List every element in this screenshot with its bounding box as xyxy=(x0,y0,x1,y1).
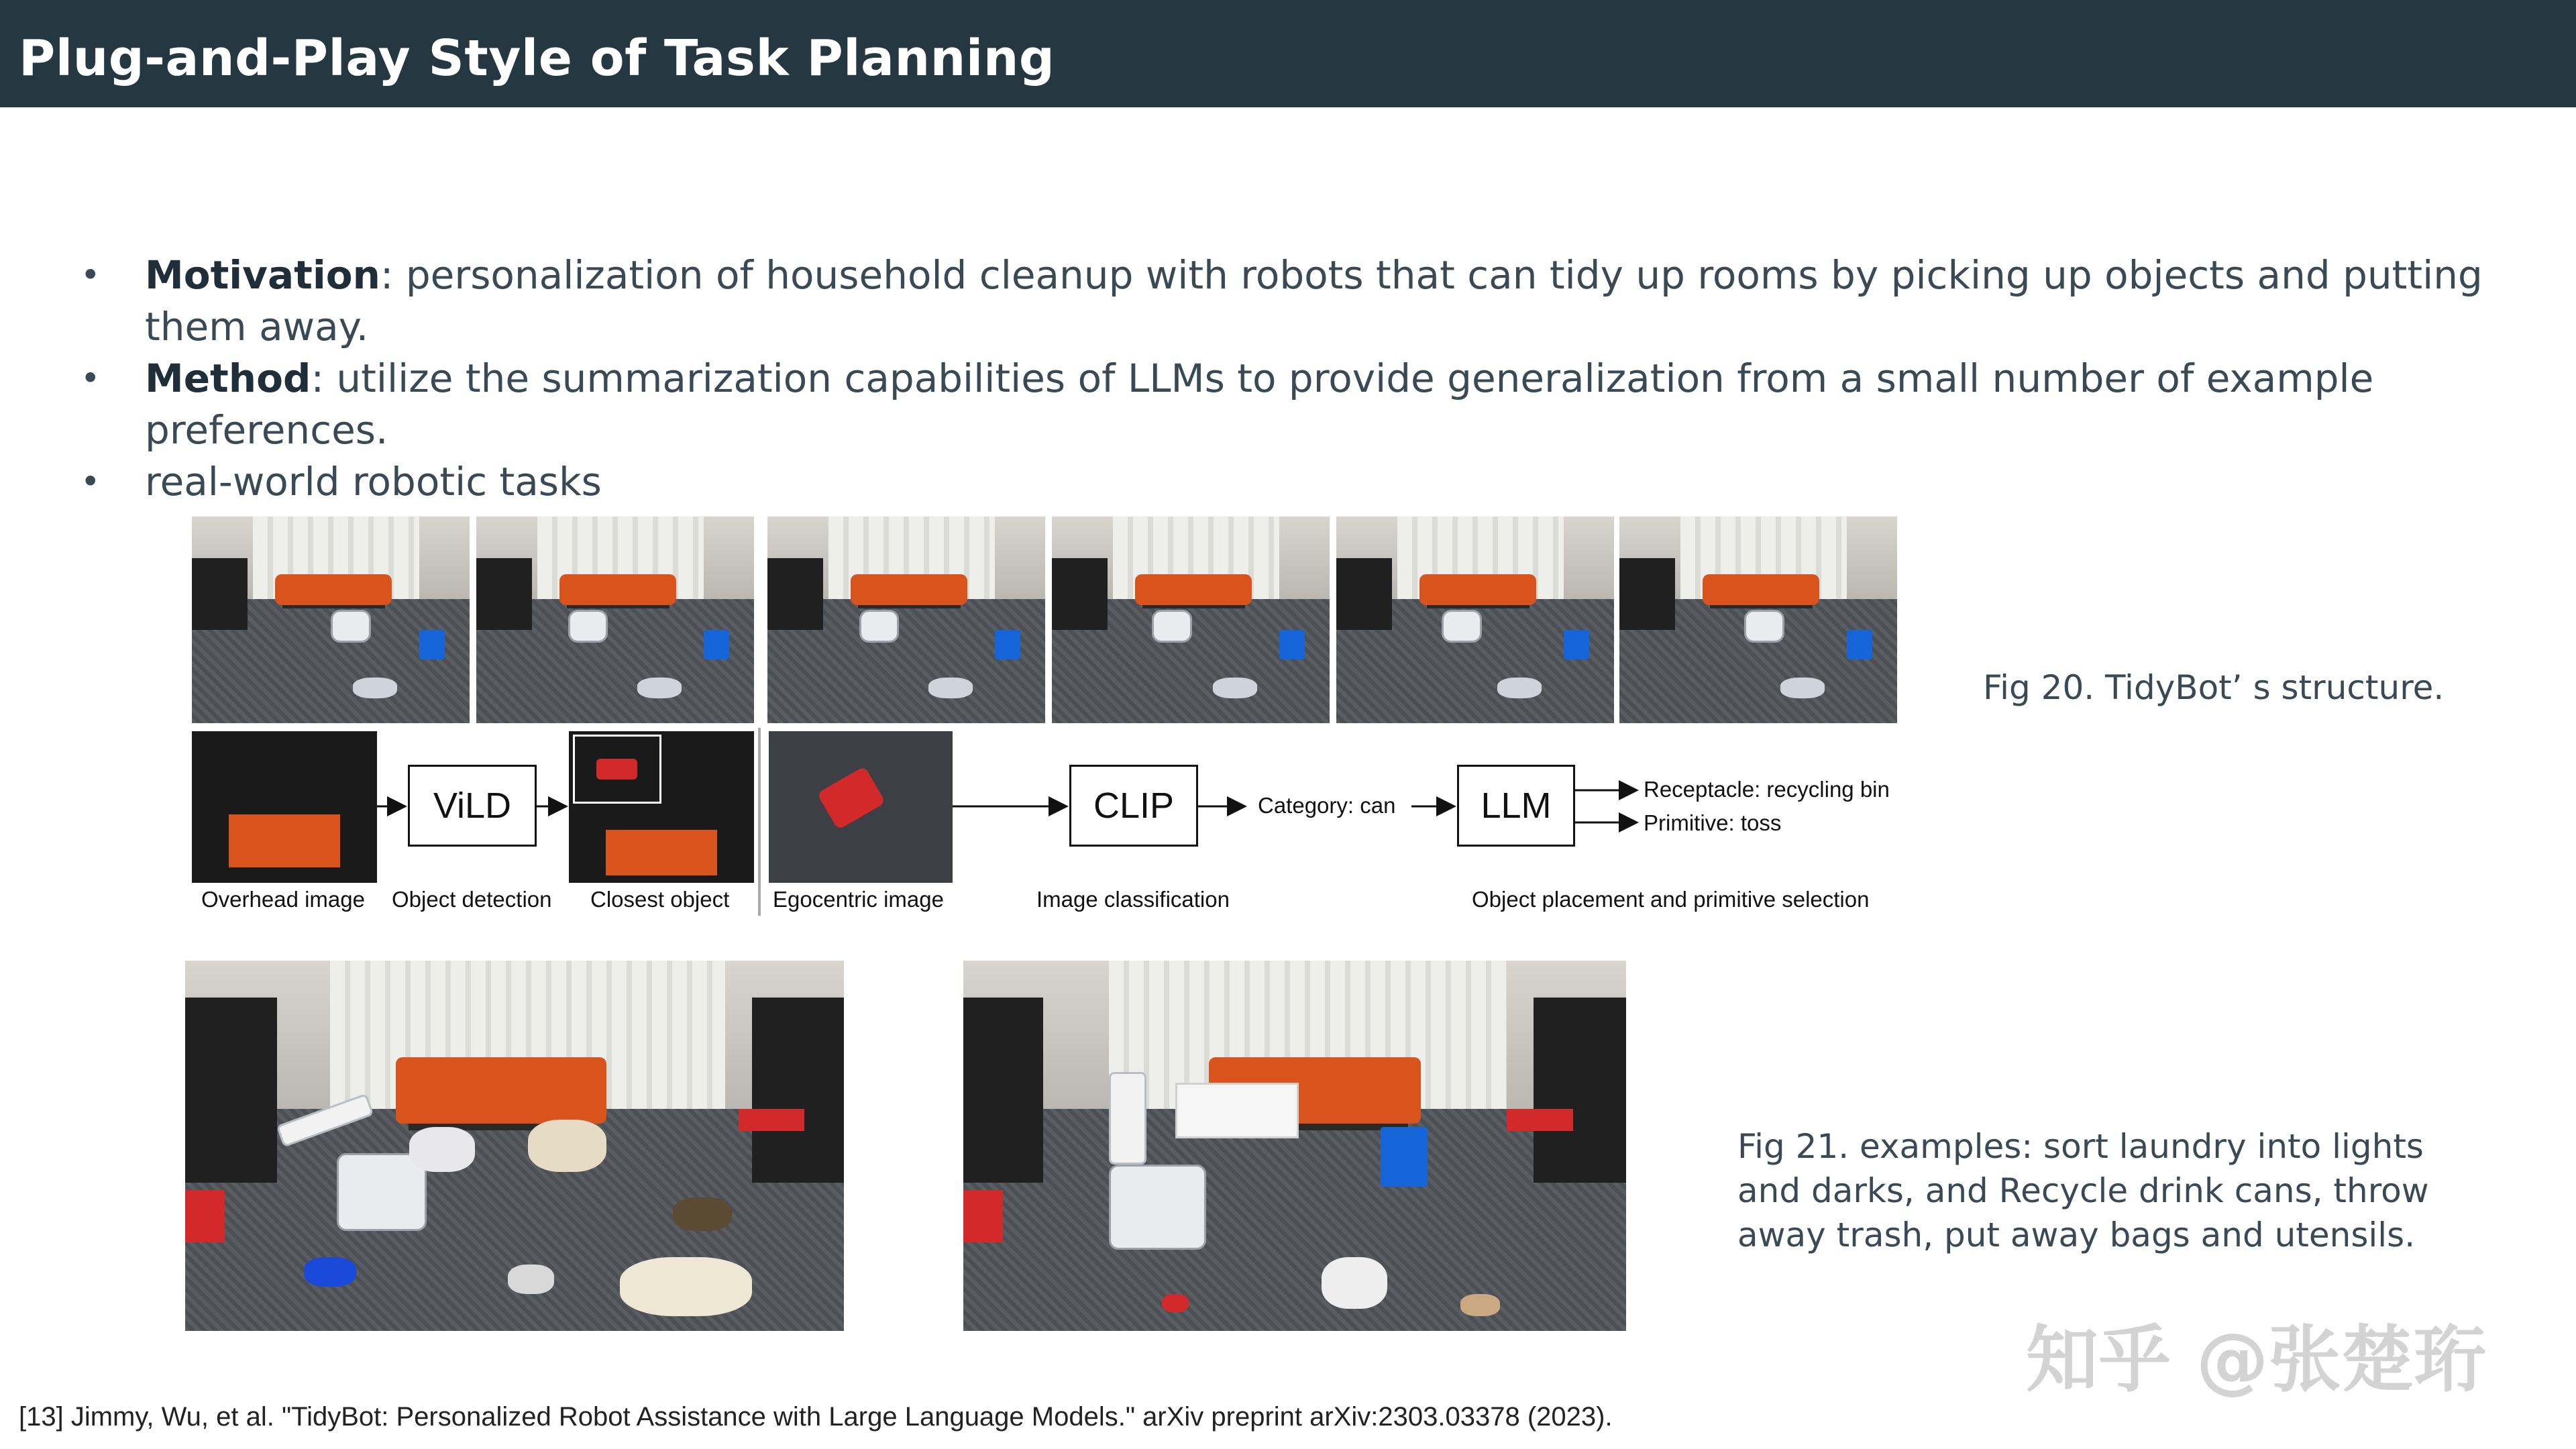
label-closest: Closest object xyxy=(590,887,730,912)
category-text: Category: can xyxy=(1258,793,1396,818)
figure-21-caption: Fig 21. examples: sort laundry into lights and darks, and Recycle drink cans, throw away trash, put away bags and utensils. xyxy=(1737,1127,2429,1254)
label-egocentric: Egocentric image xyxy=(773,887,944,912)
vild-box: ViLD xyxy=(408,765,537,847)
bullet-keyword: Method xyxy=(145,356,311,401)
bullet-text: : utilize the summarization capabilities of LLMs to provide generalization from a small number of example preferences. xyxy=(145,356,2374,453)
example-photo-laundry xyxy=(185,961,844,1331)
label-placement: Object placement and primitive selection xyxy=(1472,887,1870,912)
clip-box: CLIP xyxy=(1069,765,1198,847)
label-overhead: Overhead image xyxy=(201,887,365,912)
bullet-keyword: Motivation xyxy=(145,252,380,298)
bullet-text: real-world robotic tasks xyxy=(145,459,602,504)
figure-20-caption: Fig 20. TidyBot’ s structure. xyxy=(1983,668,2445,707)
bullet-text: : personalization of household cleanup with robots that can tidy up rooms by picking up objects and putting them away. xyxy=(145,252,2483,350)
bullet-dot: • xyxy=(80,256,101,294)
footnote-citation: [13] Jimmy, Wu, et al. "TidyBot: Personalized Robot Assistance with Large Language Models." arXiv preprint arXiv:2303.03378 (2023). xyxy=(19,1402,1613,1432)
primitive-text: Primitive: toss xyxy=(1644,810,1782,835)
bullet-dot: • xyxy=(80,462,101,501)
llm-box: LLM xyxy=(1457,765,1575,847)
receptacle-text: Receptacle: recycling bin xyxy=(1644,777,1890,802)
label-detection: Object detection xyxy=(392,887,552,912)
slide-title: Plug-and-Play Style of Task Planning xyxy=(19,30,1055,87)
example-photo-recycle xyxy=(963,961,1626,1331)
watermark: 知乎 @张楚珩 xyxy=(2026,1318,2486,1402)
label-classification: Image classification xyxy=(1036,887,1230,912)
bullet-dot: • xyxy=(80,359,101,398)
